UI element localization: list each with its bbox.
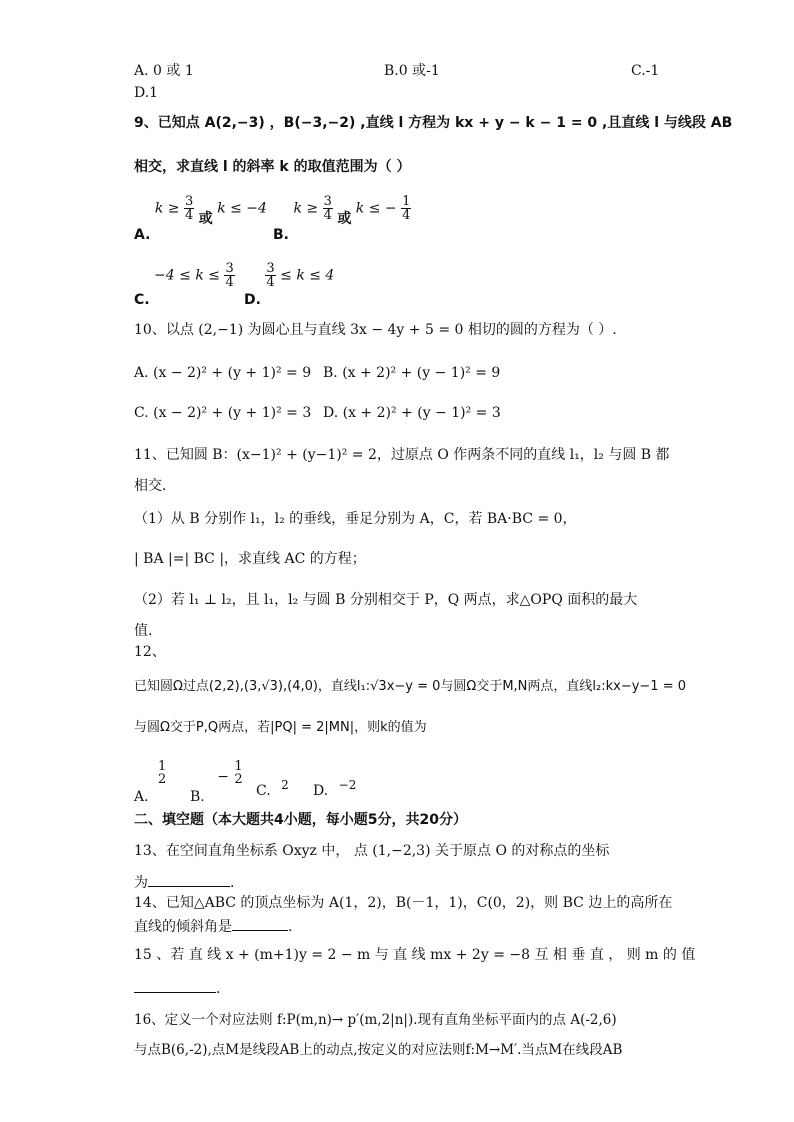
q9-option-b-left: k ≥: [293, 200, 319, 217]
q9-option-b-den: 4: [323, 208, 332, 223]
q9-option-a: [134, 194, 267, 243]
q15-suffix: .: [216, 981, 221, 997]
q9-option-a-num: 3: [185, 194, 194, 209]
q9-option-b-den2: 4: [402, 208, 411, 223]
q14-prefix: 直线的倾斜角是: [134, 919, 232, 935]
q12-option-b-sign: −: [217, 769, 229, 785]
q12-option-d: [313, 778, 357, 799]
q12-option-b-label: B.: [190, 789, 205, 805]
q15-line1: 15 、若 直 线 x + (m+1)y = 2 − m 与 直 线 mx + 2y = −8 互 相 垂 直 ， 则 m 的 值: [134, 947, 696, 963]
q9-option-b: [273, 194, 411, 243]
q9-option-b-num2: 1: [402, 194, 411, 209]
q11-line6: 值．: [134, 623, 162, 639]
q16-line1: 16、定义一个对应法则 f:P(m,n)→ p′(m,2|n|).现有直角坐标平面内的点 A(-2,6): [134, 1012, 617, 1028]
q12-option-b-num: 1: [234, 759, 243, 774]
q13-line2: [134, 874, 234, 890]
q12-line1: 已知圆Ω过点(2,2),(3,√3),(4,0)，直线l₁:√3x−y = 0与圆Ω交于M,N两点，直线l₂:kx−y−1 = 0: [134, 679, 687, 694]
q12-option-a-num: 1: [158, 759, 167, 774]
q9-option-d-label: D.: [244, 291, 261, 308]
q9-option-a-left: k ≥: [154, 200, 180, 217]
q8-option-c: C.-1: [631, 63, 660, 79]
q9-option-a-or: 或: [198, 210, 213, 227]
q9-option-a-den: 4: [185, 208, 194, 223]
q9-option-c-label: C.: [134, 291, 150, 308]
q12-option-c: [256, 778, 289, 799]
q10-stem: 10、以点 (2,−1) 为圆心且与直线 3x − 4y + 5 = 0 相切的圆的方程为（ ）.: [134, 322, 617, 338]
q11-line2: 相交．: [134, 478, 176, 494]
q10-option-b: B. (x + 2)² + (y − 1)² = 9: [323, 365, 501, 381]
q9-option-c-expr: −4 ≤ k ≤: [154, 267, 220, 284]
q12-number: 12、: [134, 644, 166, 660]
q10-option-a: A. (x − 2)² + (y + 1)² = 9: [134, 365, 312, 381]
q8-option-a: A. 0 或 1: [134, 63, 194, 79]
q9-option-b-num: 3: [323, 194, 332, 209]
section-heading: 二、填空题（本大题共4小题，每小题5分，共20分）: [134, 812, 467, 828]
q8-option-d: D.1: [134, 85, 159, 101]
q12-option-a-label: A.: [134, 789, 149, 805]
q9-option-b-label: B.: [273, 226, 289, 243]
q9-option-c-num: 3: [225, 261, 234, 276]
q14-suffix: .: [288, 919, 293, 935]
q16-line2: 与点B(6,-2),点M是线段AB上的动点,按定义的对应法则f:M→M′.当点M在线段AB: [134, 1042, 623, 1058]
q12-option-d-value: −2: [338, 778, 357, 792]
q10-option-c: C. (x − 2)² + (y + 1)² = 3: [134, 405, 312, 421]
q11-line5: （2）若 l₁ ⊥ l₂，且 l₁，l₂ 与圆 B 分别相交于 P，Q 两点，求△OPQ 面积的最大: [134, 592, 638, 608]
q11-line1: 11、已知圆 B：(x−1)² + (y−1)² = 2，过原点 O 作两条不同的直线 l₁，l₂ 与圆 B 都: [134, 447, 670, 463]
q12-option-c-value: 2: [281, 778, 289, 792]
q12-line2: 与圆Ω交于P,Q两点，若|PQ| = 2|MN|，则k的值为: [134, 720, 427, 735]
q12-option-c-label: C.: [256, 783, 271, 799]
q10-option-d: D. (x + 2)² + (y − 1)² = 3: [323, 405, 501, 421]
q13-answer-blank[interactable]: [148, 874, 230, 887]
q12-option-a-den: 2: [158, 772, 167, 787]
q11-line4: | BA |=| BC |，求直线 AC 的方程；: [134, 551, 366, 567]
q9-option-c-den: 4: [225, 275, 234, 290]
q15-line2: [134, 980, 220, 996]
q8-option-b: B.0 或-1: [384, 63, 440, 79]
q12-option-d-label: D.: [313, 783, 329, 799]
q9-option-b-right: k ≤ −: [355, 200, 397, 217]
q9-option-d-expr: ≤ k ≤ 4: [280, 267, 335, 284]
q9-stem-line2: 相交，求直线 l 的斜率 k 的取值范围为（ ）: [134, 159, 411, 175]
q13-line1: 13、在空间直角坐标系 Oxyz 中， 点 (1,−2,3) 关于原点 O 的对称点的坐标: [134, 843, 610, 859]
q12-option-b: [190, 759, 244, 805]
q13-prefix: 为: [134, 875, 148, 891]
q9-option-d-den: 4: [266, 275, 275, 290]
q14-line1: 14、已知△ABC 的顶点坐标为 A(1，2)，B(－1，1)，C(0，2)，则 BC 边上的高所在: [134, 895, 673, 911]
q9-option-b-or: 或: [337, 210, 352, 227]
q9-option-d: [244, 261, 335, 308]
q9-option-c: [134, 261, 235, 308]
q9-option-d-num: 3: [266, 261, 275, 276]
q11-line3: （1）从 B 分别作 l₁，l₂ 的垂线，垂足分别为 A，C，若 BA·BC = 0，: [134, 511, 577, 527]
q14-line2: [134, 918, 292, 934]
q9-option-a-right: k ≤ −4: [217, 200, 267, 217]
q9-stem-line1: 9、已知点 A(2,−3) ，B(−3,−2) ,直线 l 方程为 kx + y − k − 1 = 0 ,且直线 l 与线段 AB: [134, 115, 733, 131]
q14-answer-blank[interactable]: [232, 918, 288, 931]
q9-option-a-label: A.: [134, 226, 151, 243]
q12-option-b-den: 2: [234, 772, 243, 787]
q12-option-a: [134, 759, 167, 805]
q15-answer-blank[interactable]: [134, 980, 216, 993]
q13-suffix: .: [230, 875, 235, 891]
